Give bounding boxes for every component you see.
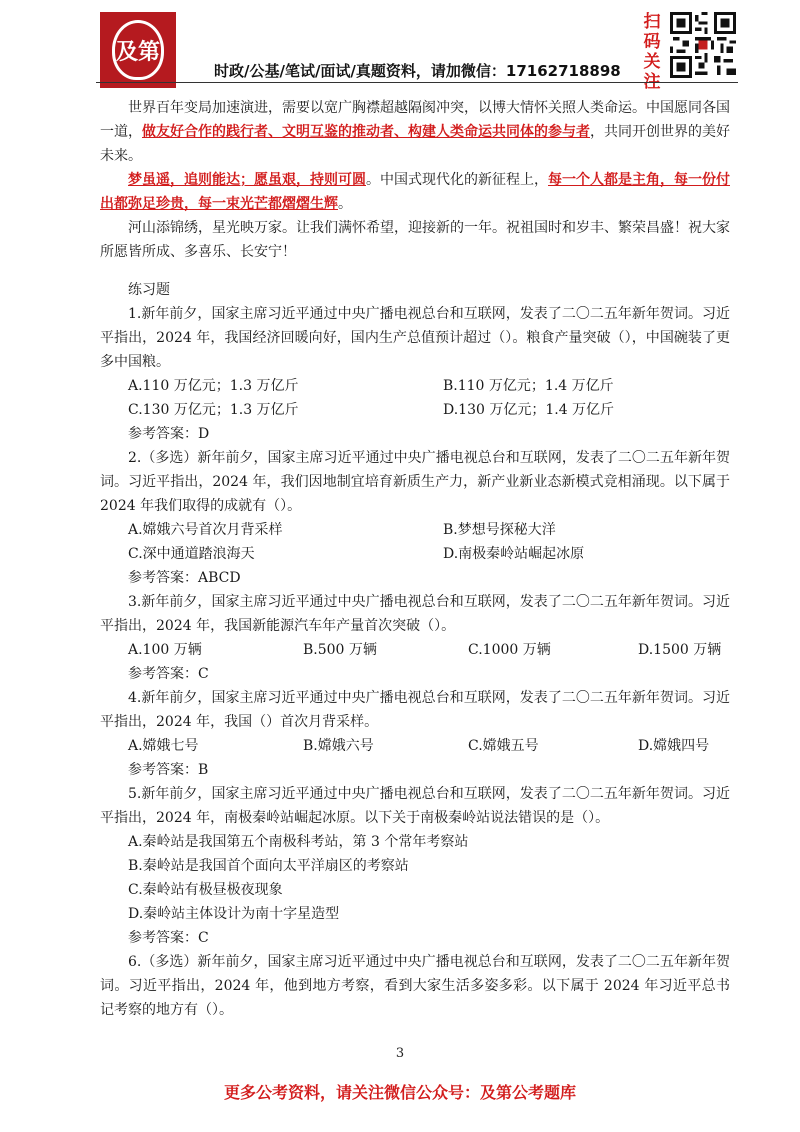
option-b: B.秦岭站是我国首个面向太平洋扇区的考察站: [128, 858, 409, 874]
highlight-text: 梦虽遥，追则能达；愿虽艰，持则可圆: [128, 172, 366, 188]
option-row: [100, 638, 730, 662]
paragraph-1: 世界百年变局加速演进，需要以宽广胸襟超越隔阂冲突，以博大情怀关照人类命运。中国愿同各国一道，做友好合作的践行者、文明互鉴的推动者、构建人类命运共同体的参与者，共同开创世界的美好未来。: [100, 100, 730, 164]
option-row: [100, 374, 730, 398]
paragraph-3: 河山添锦绣，星光映万家。让我们满怀希望，迎接新的一年。祝祖国时和岁丰、繁荣昌盛！祝大家所愿皆所成、多喜乐、长安宁！: [100, 220, 730, 260]
option-row: [100, 734, 730, 758]
answer: 参考答案：B: [128, 762, 209, 778]
option-d: D.嫦娥四号: [638, 738, 710, 754]
option-d: D.130 万亿元；1.4 万亿斤: [443, 402, 615, 418]
option-b: B.110 万亿元；1.4 万亿斤: [443, 378, 614, 394]
option-row: [100, 398, 730, 422]
scan-label: 扫码关注: [643, 12, 661, 92]
page-header: [0, 0, 800, 92]
paragraph-2: 梦虽遥，追则能达；愿虽艰，持则可圆。中国式现代化的新征程上，每一个人都是主角，每一份付出都弥足珍贵，每一束光芒都熠熠生辉。: [100, 172, 730, 212]
page-number: 3: [395, 1046, 405, 1061]
option-d: D.南极秦岭站崛起冰原: [443, 546, 585, 562]
highlight-text: 做友好合作的践行者、文明互鉴的推动者、构建人类命运共同体的参与者: [142, 124, 590, 140]
answer: 参考答案：D: [128, 426, 210, 442]
footer-banner: 更多公考资料，请关注微信公众号：及第公考题库: [223, 1083, 576, 1102]
option-row: [100, 518, 730, 542]
question-stem: 2.（多选）新年前夕，国家主席习近平通过中央广播电视总台和互联网，发表了二〇二五年新年贺词。习近平指出，2024 年，我们因地制宜培育新质生产力，新产业新业态新模式竞相涌现。以下属于 2024 年我们取得的成就有（）。: [100, 450, 730, 514]
option-c: C.1000 万辆: [468, 642, 551, 658]
option-a: A.秦岭站是我国第五个南极科考站，第 3 个常年考察站: [128, 834, 469, 850]
option-a: A.100 万辆: [128, 642, 202, 658]
option-b: B.梦想号探秘大洋: [443, 522, 556, 538]
option-c: C.深中通道踏浪海天: [128, 546, 255, 562]
logo-mark: 及第: [112, 20, 164, 80]
option-c: C.秦岭站有极昼极夜现象: [128, 882, 283, 898]
question-stem: 4.新年前夕，国家主席习近平通过中央广播电视总台和互联网，发表了二〇二五年新年贺词。习近平指出，2024 年，我国（）首次月背采样。: [100, 690, 730, 730]
option-b: B.500 万辆: [303, 642, 377, 658]
option-d: D.秦岭站主体设计为南十字星造型: [128, 906, 340, 922]
option-a: A.110 万亿元；1.3 万亿斤: [128, 378, 299, 394]
answer: 参考答案：C: [128, 666, 209, 682]
option-d: D.1500 万辆: [638, 642, 722, 658]
section-title: 练习题: [128, 282, 170, 298]
qr-code-icon[interactable]: [670, 12, 736, 78]
question-stem: 3.新年前夕，国家主席习近平通过中央广播电视总台和互联网，发表了二〇二五年新年贺词。习近平指出，2024 年，我国新能源汽车年产量首次突破（）。: [100, 594, 730, 634]
option-c: C.130 万亿元；1.3 万亿斤: [128, 402, 299, 418]
option-a: A.嫦娥七号: [128, 738, 199, 754]
question-stem: 6.（多选）新年前夕，国家主席习近平通过中央广播电视总台和互联网，发表了二〇二五年新年贺词。习近平指出，2024 年，他到地方考察，看到大家生活多姿多彩。以下属于 2024 年习近平总书记考察的地方有（）。: [100, 954, 730, 1018]
option-a: A.嫦娥六号首次月背采样: [128, 522, 283, 538]
header-divider: [96, 82, 738, 83]
option-c: C.嫦娥五号: [468, 738, 539, 754]
question-stem: 1.新年前夕，国家主席习近平通过中央广播电视总台和互联网，发表了二〇二五年新年贺词。习近平指出，2024 年，我国经济回暖向好，国内生产总值预计超过（）。粮食产量突破（），中国碗装了更多中国粮。: [100, 306, 730, 370]
logo: [100, 12, 176, 88]
answer: 参考答案：ABCD: [128, 570, 241, 586]
answer: 参考答案：C: [128, 930, 209, 946]
option-b: B.嫦娥六号: [303, 738, 374, 754]
option-row: [100, 542, 730, 566]
highlight-text: 每一个人都是主角，每一份付出都弥足珍贵，每一束光芒都熠熠生辉: [100, 172, 730, 212]
page-content: [100, 96, 730, 1022]
header-title: 时政/公基/笔试/面试/真题资料，请加微信：17162718898: [214, 62, 621, 80]
question-stem: 5.新年前夕，国家主席习近平通过中央广播电视总台和互联网，发表了二〇二五年新年贺词。习近平指出，2024 年，南极秦岭站崛起冰原。以下关于南极秦岭站说法错误的是（）。: [100, 786, 730, 826]
